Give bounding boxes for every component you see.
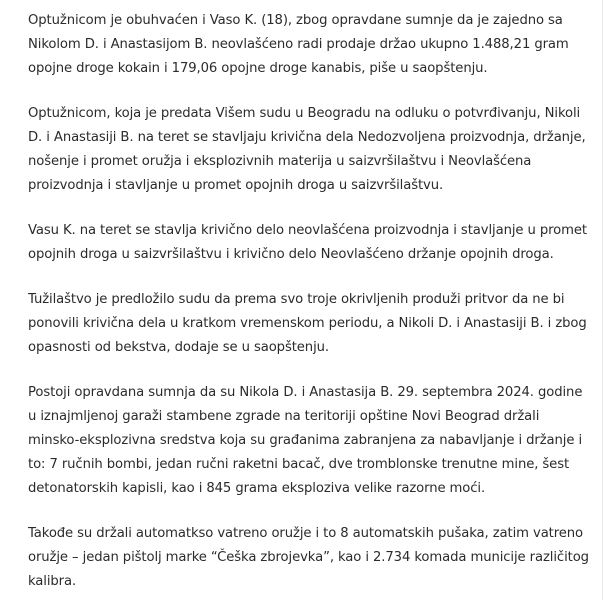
article-paragraph-4: Tužilaštvo je predložilo sudu da prema svo troje okrivljenih produži pritvor da ne bi ponovili krivična dela u kratkom vremenskom periodu, a Nikoli D. i Anastasiji B. i zbog opasnosti od bekstva, dodaje se u saopštenju. <box>28 292 587 355</box>
article-body <box>28 9 594 615</box>
article-paragraph-5: Postoji opravdana sumnja da su Nikola D. i Anastasija B. 29. septembra 2024. godine u iznajmljenoj garaži stambene zgrade na teritoriji opštine Novi Beograd držali minsko-eksplozivna sredstva koja su građanima zabranjena za nabavljanje i držanje i to: 7 ručnih bombi, jedan ručni raketni bacač, dve tromblonske trenutne mine, šest detonatorskih kapisli, kao i 845 grama eksploziva velike razorne moći. <box>28 385 583 496</box>
article-paragraph-6: Takođe su držali automatkso vatreno oružje i to 8 automatskih pušaka, zatim vatreno oružje – jedan pištolj marke “Češka zbrojevka”, kao i 2.734 komada municije različitog kalibra. <box>28 526 589 589</box>
article-paragraph-1: Optužnicom je obuhvaćen i Vaso K. (18), zbog opravdane sumnje da je zajedno sa Nikolom D. i Anastasijom B. neovlašćeno radi prodaje držao ukupno 1.488,21 gram opojne droge kokain i 179,06 opojne droge kanabis, piše u saopštenju. <box>28 13 569 76</box>
article-paragraph-3: Vasu K. na teret se stavlja krivično delo neovlašćena proizvodnja i stavljanje u promet opojnih droga u saizvršilaštvu i krivično delo Neovlašćeno držanje opojnih droga. <box>28 223 587 262</box>
article-paragraph-2: Optužnicom, koja je predata Višem sudu u Beogradu na odluku o potvrđivanju, Nikoli D. i Anastasiji B. na teret se stavljaju krivična dela Nedozvoljena proizvodnja, držanje, nošenje i promet oružja i eksplozivnih materija u saizvršilaštvu i Neovlašćena proizvodnja i stavljanje u promet opojnih droga u saizvršilaštvu. <box>28 106 586 193</box>
